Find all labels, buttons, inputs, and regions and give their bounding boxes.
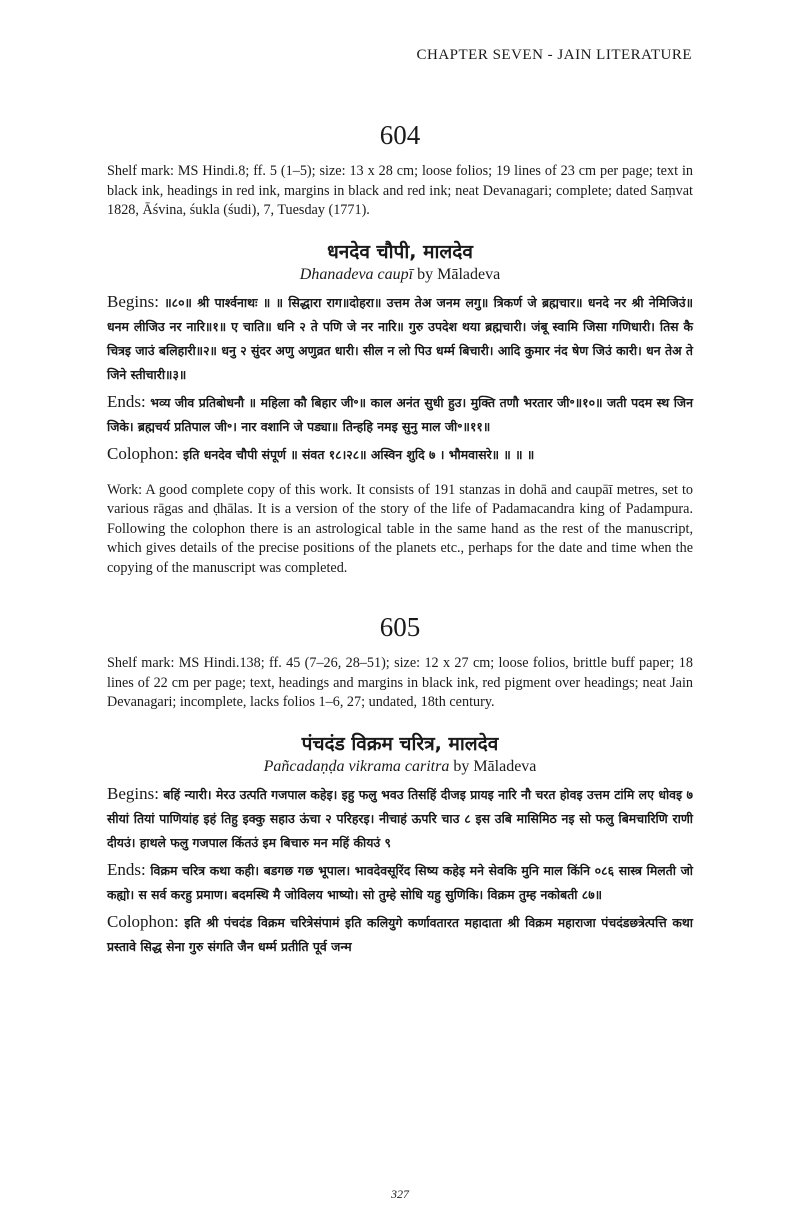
- work-description: Work: A good complete copy of this work. It consists of 191 stanzas in dohā and caupāī metres, set to various rāgas and ḍhālas. It is a version of the story of the life of Padamacandra king of Padampura. Following the colophon there is an astrological table in the same hand as the rest of the manuscript, which gives details of the precise positions of the planets etc., perhaps for the date and time when the copying of the manuscript was completed.: [107, 481, 693, 576]
- title-english-author: by Māladeva: [413, 265, 501, 283]
- begins-block: [107, 782, 693, 855]
- entry-number: 605: [379, 612, 421, 642]
- ends-label: Ends:: [107, 859, 151, 879]
- entry-605: [107, 610, 693, 959]
- colophon-label: Colophon:: [107, 911, 185, 931]
- entry-spacer: [107, 578, 693, 610]
- begins-label: Begins:: [107, 291, 165, 311]
- begins-text: ॥८०॥ श्री पार्श्वनाथः ॥ ॥ सिद्धारा राग॥दोहरा॥ उत्तम तेअ जनम लगु॥ त्रिकर्ण जे ब्रह्मचार॥ धनदे नर श्री नेमिजिउं॥ धनम लीजिउ नर नारि॥१॥ ए चाति॥ धनि २ ते पणि जे नर नारि॥ गुरु उपदेश थया ब्रह्मचारी। जंबू स्वामि जिसा गणिधारी। तिस कै चित्रइ जाउं बलिहारी॥२॥ धनु २ सुंदर अणु अणुव्रत धारी। सील न लो पिउ धर्म्म बिचारी। आदि कुमार नंद षेण जिउं कारी। धन तेअ ते जिने स्तीचारी॥३॥: [107, 294, 693, 382]
- ends-block: [107, 858, 693, 907]
- title-devanagari: पंचदंड विक्रम चरित्र, मालदेव: [301, 732, 499, 755]
- page-number: 327: [391, 1187, 409, 1201]
- colophon-text: इति श्री पंचदंड विक्रम चरित्रेसंपामं इति कलियुगे कर्णावतारत महादाता श्री विक्रम महाराजा पंचदंडछत्रेत्पत्ति कथा प्रस्तावे सिद्ध सेना गुरु संगति जैन धर्म्म प्रतीति पूर्व जन्म: [107, 914, 693, 954]
- title-english: [107, 266, 693, 284]
- title-english-italic: Pañcadaṇḍa vikrama caritra: [263, 757, 450, 775]
- colophon-block: [107, 442, 693, 467]
- colophon-label: Colophon:: [107, 443, 184, 463]
- ends-text: भव्य जीव प्रतिबोधनौ ॥ महिला कौ बिहार जी॰॥ काल अनंत सुधी हुउ। मुक्ति तणौ भरतार जी॰॥१०॥ जती पदम स्थ जिन जिके। ब्रह्मचर्य प्रतिपाल जी॰। नार वशानि जे पड्या॥ तिन्हहि नमइ सुनु माल जी॰॥११॥: [107, 394, 694, 434]
- title-english: [107, 758, 693, 776]
- ends-text: विक्रम चरित्र कथा कही। बडगछ गछ भूपाल। भावदेवसूरिंद सिष्य कहेइ मने सेवकि मुनि माल किंनि ०८६ सास्त्र मिलती जो कह्यो। स सर्व करहु प्रमाण। बदमस्थि मै जोविलय भाष्यो। सो तुम्हे सोधि यहु सुणिकि। विक्रम तुम्ह नकोबती ८७॥: [107, 862, 693, 902]
- running-head: CHAPTER SEVEN - JAIN LITERATURE: [416, 47, 692, 63]
- entry-604: [107, 118, 693, 578]
- colophon-block: [107, 910, 693, 959]
- page-content: [107, 118, 693, 962]
- begins-text: बहिं न्यारी। मेरउ उत्पति गजपाल कहेइ। इहु फलु भवउ तिसहिं दीजइ प्रायइ नारि नौ चरत होवइ उत्तम टांमि लए धोवइ ७ सीयां तियां पाणियांह इहं तिहु इक्कु सहाउ ऊंचा २ परिहरइ। नीचाहं ऊपरि चाउ ८ इस उबि मासिमिठ नइ सो फलु बिमचारिणि राणी दीयउं। हाथले फलु गजपाल किंतउं इम बिचारु मन महिं कीयउं ९: [107, 786, 693, 850]
- title-devanagari: धनदेव चौपी, मालदेव: [327, 240, 473, 263]
- ends-block: [107, 390, 693, 439]
- title-english-italic: Dhanadeva caupī: [299, 265, 414, 283]
- title-english-author: by Māladeva: [449, 757, 537, 775]
- begins-label: Begins:: [107, 783, 164, 803]
- entry-number: 604: [379, 120, 421, 150]
- colophon-text: इति धनदेव चौपी संपूर्ण ॥ संवत १८।२८॥ अस्विन शुदि ७ । भौमवासरे॥ ॥ ॥ ॥: [183, 446, 535, 462]
- shelf-mark: Shelf mark: MS Hindi.8; ff. 5 (1–5); size: 13 x 28 cm; loose folios; 19 lines of 23 cm per page; text in black ink, headings in red ink, margins in black and red ink; neat Devanagari; complete; dated Saṃvat 1828, Āśvina, śukla (śudi), 7, Tuesday (1771).: [107, 163, 693, 218]
- shelf-mark: Shelf mark: MS Hindi.138; ff. 45 (7–26, 28–51); size: 12 x 27 cm; loose folios, brittle buff paper; 18 lines of 22 cm per page; text, headings and margins in black ink, red pigment over headings; neat Jain Devanagari; incomplete, lacks folios 1–6, 27; undated, 18th century.: [107, 655, 693, 710]
- ends-label: Ends:: [107, 391, 151, 411]
- begins-block: [107, 290, 693, 387]
